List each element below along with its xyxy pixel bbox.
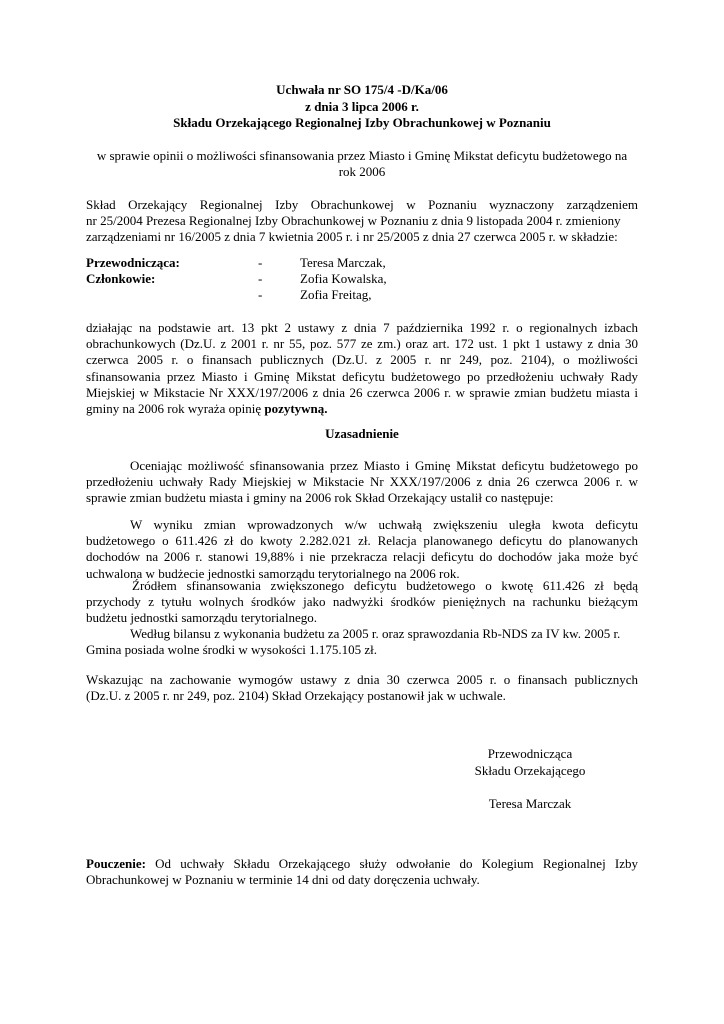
intro-paragraph: Skład Orzekający Regionalnej Izby Obrachunkowej w Poznaniu wyznaczony zarządzeniem nr 25/2004 Prezesa Regionalnej Izby Obrachunkowej w Poznaniu z dnia 9 listopada 2004 r. zmieniony zarządzeniami nr 16/2005 z dnia 7 kwietnia 2005 r. i nr 25/2005 z dnia 27 czerwca 2005 r. w składzie: [86, 197, 638, 245]
instruction-label: Pouczenie: [86, 856, 146, 871]
closing-paragraph: Wskazując na zachowanie wymogów ustawy z dnia 30 czerwca 2005 r. o finansach publicznych (Dz.U. z 2005 r. nr 249, poz. 2104) Skład Orzekający postanowił jak w uchwale. [86, 672, 638, 704]
resolution-number: Uchwała nr SO 175/4 -D/Ka/06 [276, 82, 448, 97]
member-name: Zofia Freitag, [300, 287, 372, 302]
members-label: Członkowie: [86, 271, 156, 286]
instruction-paragraph: Pouczenie: Od uchwały Składu Orzekającego służy odwołanie do Kolegium Regionalnej Izby Obrachunkowej w Poznaniu w terminie 14 dni od daty doręczenia uchwały. [86, 856, 638, 888]
opinion-result: pozytywną. [264, 401, 328, 417]
justification-paragraph: Oceniając możliwość sfinansowania przez Miasto i Gminę Mikstat deficytu budżetowego po przedłożeniu uchwały Rady Miejskiej w Mikstacie Nr XXX/197/2006 z dnia 26 czerwca 2006 r. w sprawie zmian budżetu miasta i gminy na 2006 rok Skład Orzekający ustalił co następuje: [86, 458, 638, 506]
member-name: Zofia Kowalska, [300, 271, 387, 286]
justification-paragraph: Według bilansu z wykonania budżetu za 2005 r. oraz sprawozdania Rb-NDS za IV kw. 2005 r. Gmina posiada wolne środki w wysokości 1.175.105 zł. [86, 626, 621, 658]
resolution-header [86, 82, 638, 132]
justification-paragraph: W wyniku zmian wprowadzonych w/w uchwałą zwiększeniu uległa kwota deficytu budżetowego o 611.426 zł do kwoty 2.282.021 zł. Relacja planowanego deficytu do planowanych dochodów na 2006 r. stanowi 19,88% i nie przekracza relacji deficytu do dochodów jaka może być uchwalona w budżecie jednostki samorządu terytorialnego na 2006 rok. [86, 517, 638, 581]
signature-block [440, 746, 620, 813]
dash: - [258, 271, 263, 286]
resolution-date: z dnia 3 lipca 2006 r. [305, 98, 419, 114]
signatory-name: Teresa Marczak [488, 796, 572, 811]
member-name: Teresa Marczak, [300, 255, 386, 270]
justification-paragraph: Źródłem sfinansowania zwiększonego deficytu budżetowego o kwotę 611.426 zł będą przychody z tytułu wolnych środków jako nadwyżki środków pieniężnych na rachunku bieżącym budżetu jednostki samorządu terytorialnego. [86, 578, 638, 626]
chair-label: Przewodnicząca: [86, 255, 180, 270]
resolution-subject: w sprawie opinii o możliwości sfinansowania przez Miasto i Gminę Mikstat deficytu budżetowego na rok 2006 [96, 148, 628, 180]
dash: - [258, 287, 263, 302]
issuing-body: Składu Orzekającego Regionalnej Izby Obrachunkowej w Poznaniu [173, 115, 551, 130]
legal-basis-paragraph: działając na podstawie art. 13 pkt 2 ustawy z dnia 7 października 1992 r. o regionalnych izbach obrachunkowych (Dz.U. z 2001 r. nr 55, poz. 577 ze zm.) oraz art. 172 ust. 1 pkt 1 ustawy z dnia 30 czerwca 2005 r. o finansach publicznych (Dz.U. z 2005 r. nr 249, poz. 2104), o możliwości sfinansowania przez Miasto i Gminę Mikstat deficytu budżetowego po przedłożeniu uchwały Rady Miejskiej w Mikstacie Nr XXX/197/2006 z dnia 26 czerwca 2006 r. w sprawie zmian budżetu miasta i gminy na 2006 rok wyraża opinię pozytywną. [86, 320, 638, 417]
dash: - [258, 255, 263, 270]
signatory-body: Składu Orzekającego [474, 762, 586, 778]
signatory-role: Przewodnicząca [487, 746, 573, 761]
justification-heading: Uzasadnienie [325, 426, 399, 441]
